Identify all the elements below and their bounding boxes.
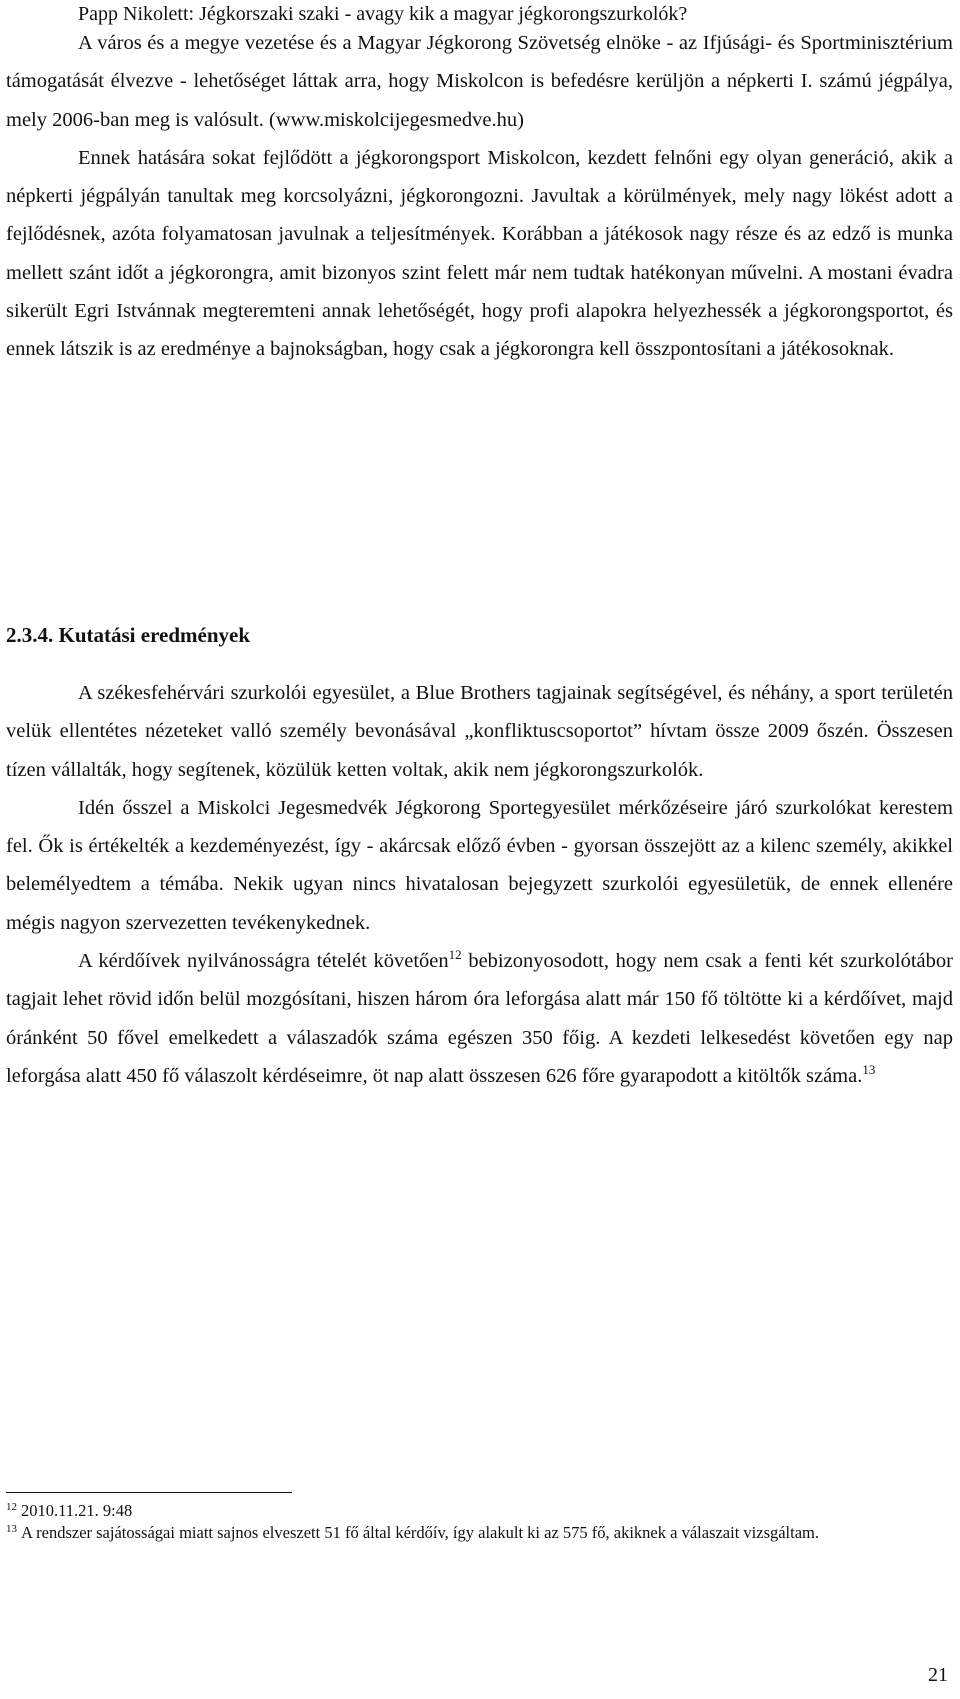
footnote (6, 1522, 953, 1544)
page-number: 21 (928, 1664, 948, 1686)
footnote-reference[interactable]: 12 (448, 947, 462, 963)
paragraph-with-footnotes (6, 942, 953, 1095)
section-body-2 (6, 674, 953, 1095)
footnote-mark: 13 (6, 1522, 17, 1535)
paragraph: Ennek hatására sokat fejlődött a jégkorongsport Miskolcon, kezdett felnőni egy olyan generáció, akik a népkerti jégpályán tanultak meg korcsolyázni, jégkorongozni. Javultak a körülmények, mely nagy lökést adott a fejlődésnek, azóta folyamatosan javulnak a teljesítmények. Korábban a játékosok nagy része és az edző is munka mellett szánt időt a jégkorongra, amit bizonyos szint felett már nem tudtak hatékonyan művelni. A mostani évadra sikerült Egri Istvánnak megteremteni annak lehetőségét, hogy profi alapokra helyezhessék a jégkorongsportot, és ennek látszik is az eredménye a bajnokságban, hogy csak a jégkorongra kell összpontosítani a játékosoknak. (6, 146, 953, 361)
paragraph: A székesfehérvári szurkolói egyesület, a Blue Brothers tagjainak segítségével, és néhány, a sport területén velük ellentétes nézeteket valló személy bevonásával „konfliktuscsoportot” hívtam össze 2009 őszén. Összesen tízen vállalták, hogy segítenek, közülük ketten voltak, akik nem jégkorongszurkolók. (6, 682, 953, 781)
footnote-reference[interactable]: 13 (862, 1062, 876, 1078)
footnote-text: A rendszer sajátosságai miatt sajnos elveszett 51 fő által kérdőív, így alakult ki az 575 fő, akiknek a válaszait vizsgáltam. (21, 1523, 820, 1542)
paragraph: A város és a megye vezetése és a Magyar Jégkorong Szövetség elnöke - az Ifjúsági- és Sportminisztérium támogatását élvezve - lehetőséget láttak arra, hogy Miskolcon is befedésre kerüljön a népkerti I. számú jégpálya, mely 2006-ban meg is valósult. (www.miskolcijegesmedve.hu) (6, 32, 953, 131)
footnote-separator (6, 1492, 292, 1493)
section-body-1 (6, 24, 953, 369)
paragraph-text: bebizonyosodott, hogy nem csak a fenti két szurkolótábor tagjait lehet rövid időn belül mozgósítani, hiszen három óra leforgása alatt már 150 fő töltötte ki a kérdőívet, majd óránként 50 fővel emelkedett a válaszadók száma egészen 350 főig. A kezdeti lelkesedést követően egy nap leforgása alatt 450 fő válaszolt kérdéseimre, öt nap alatt összesen 626 főre gyarapodott a kitöltők száma. (6, 950, 953, 1087)
footnote-text: 2010.11.21. 9:48 (21, 1501, 133, 1520)
footnote-mark: 12 (6, 1500, 17, 1513)
footnote (6, 1500, 953, 1522)
paragraph-text: A kérdőívek nyilvánosságra tételét követően (78, 950, 449, 973)
running-header: Papp Nikolett: Jégkorszaki szaki - avagy kik a magyar jégkorongszurkolók? (78, 3, 688, 25)
footnotes (6, 1500, 953, 1544)
paragraph: Idén ősszel a Miskolci Jegesmedvék Jégkorong Sportegyesület mérkőzéseire járó szurkolókat kerestem fel. Ők is értékelték a kezdeményezést, így - akárcsak előző évben - gyorsan összejött az a kilenc személy, akikkel belemélyedtem a témába. Nekik ugyan nincs hivatalosan bejegyzett szurkolói egyesületük, de ennek ellenére mégis nagyon szervezetten tevékenykednek. (6, 796, 953, 934)
section-heading: 2.3.4. Kutatási eredmények (6, 623, 251, 647)
